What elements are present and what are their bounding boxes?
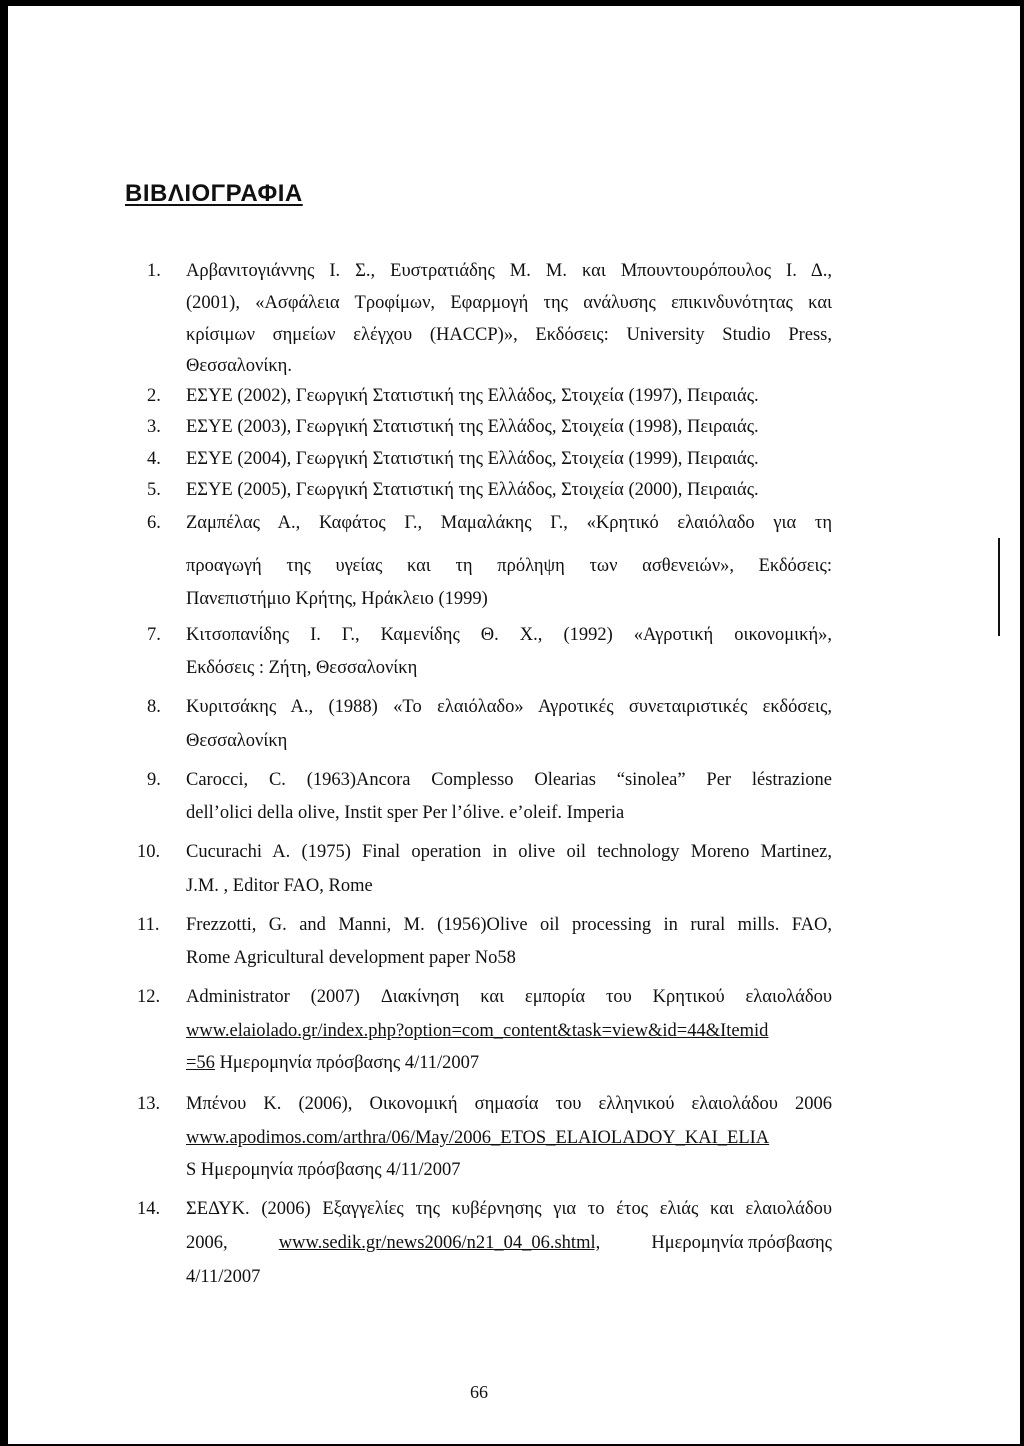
- ref-4-number: 4.: [147, 449, 161, 469]
- ref-14-line-1: ΣΕΔΥΚ. (2006) Εξαγγελίες της κυβέρνησης για το έτος ελιάς και ελαιολάδου: [186, 1199, 832, 1219]
- ref-13-url-link[interactable]: www.apodimos.com/arthra/06/May/2006_ETOS_ELAIOLADOY_KAI_ELIA: [186, 1128, 770, 1148]
- ref-3-number: 3.: [147, 417, 161, 437]
- ref-1-line-1: Αρβανιτογιάννης Ι. Σ., Ευστρατιάδης Μ. Μ. και Μπουντουρόπουλος Ι. Δ.,: [186, 261, 832, 281]
- ref-13-line-1: Μπένου Κ. (2006), Οικονομική σημασία του ελληνικού ελαιολάδου 2006: [186, 1094, 832, 1114]
- ref-12-access-date: Ημερομηνία πρόσβασης 4/11/2007: [214, 1053, 480, 1073]
- ref-6-line-2: προαγωγή της υγείας και τη πρόληψη των ασθενειών», Εκδόσεις:: [186, 556, 832, 576]
- ref-5-line-1: ΕΣΥΕ (2005), Γεωργική Στατιστική της Ελλάδος, Στοιχεία (2000), Πειραιάς.: [186, 480, 759, 500]
- ref-12-number: 12.: [137, 987, 161, 1007]
- document-page: [8, 6, 1020, 1444]
- ref-8-line-2: Θεσσαλονίκη: [186, 731, 288, 751]
- ref-6-line-1: Ζαμπέλας Α., Καφάτος Γ., Μαμαλάκης Γ., «Κρητικό ελαιόλαδο για τη: [186, 513, 832, 533]
- ref-3-line-1: ΕΣΥΕ (2003), Γεωργική Στατιστική της Ελλάδος, Στοιχεία (1998), Πειραιάς.: [186, 417, 759, 437]
- ref-7-number: 7.: [147, 625, 161, 645]
- ref-7-line-2: Εκδόσεις : Ζήτη, Θεσσαλονίκη: [186, 658, 418, 678]
- ref-14-number: 14.: [137, 1199, 161, 1219]
- ref-11-line-2: Rome Agricultural development paper No58: [186, 948, 516, 968]
- bibliography-heading: ΒΙΒΛΙΟΓΡΑΦΙΑ: [125, 180, 303, 207]
- page-number: 66: [470, 1382, 488, 1402]
- ref-13-number: 13.: [137, 1094, 161, 1114]
- ref-1-line-2: (2001), «Ασφάλεια Τροφίμων, Εφαρμογή της ανάλυσης επικινδυνότητας και: [186, 293, 832, 313]
- ref-12-url-link[interactable]: www.elaiolado.gr/index.php?option=com_content&task=view&id=44&Itemid: [186, 1021, 769, 1041]
- ref-9-line-1: Carocci, C. (1963)Ancora Complesso Olearias “sinolea” Per léstrazione: [186, 770, 832, 790]
- ref-14-line-3: 4/11/2007: [186, 1267, 261, 1287]
- ref-8-number: 8.: [147, 697, 161, 717]
- ref-10-line-2: J.M. , Editor FAO, Rome: [186, 876, 373, 896]
- ref-5-number: 5.: [147, 480, 161, 500]
- ref-14-line-2: [186, 1232, 832, 1254]
- ref-1-line-4: Θεσσαλονίκη.: [186, 356, 292, 376]
- ref-10-number: 10.: [137, 842, 161, 862]
- ref-12-url-link-cont[interactable]: =56: [186, 1053, 215, 1073]
- ref-8-line-1: Κυριτσάκης Α., (1988) «Το ελαιόλαδο» Αγροτικές συνεταιριστικές εκδόσεις,: [186, 697, 832, 717]
- ref-12-line-1: Administrator (2007) Διακίνηση και εμπορία του Κρητικού ελαιολάδου: [186, 987, 832, 1007]
- ref-13-line-3: S Ημερομηνία πρόσβασης 4/11/2007: [186, 1160, 461, 1180]
- ref-11-number: 11.: [137, 915, 160, 935]
- ref-11-line-1: Frezzotti, G. and Manni, M. (1956)Olive oil processing in rural mills. FAO,: [186, 915, 832, 935]
- ref-1-line-3: κρίσιμων σημείων ελέγχου (HACCP)», Εκδόσεις: University Studio Press,: [186, 325, 832, 345]
- ref-14-url-link[interactable]: www.sedik.gr/news2006/n21_04_06.shtml,: [278, 1233, 601, 1253]
- ref-10-line-1: Cucurachi A. (1975) Final operation in olive oil technology Moreno Martinez,: [186, 842, 832, 862]
- ref-6-number: 6.: [147, 513, 161, 533]
- ref-12-line-3: [186, 1052, 479, 1074]
- ref-2-number: 2.: [147, 386, 161, 406]
- ref-9-line-2: dell’olici della olive, Instit sper Per l’ólive. e’oleif. Imperia: [186, 803, 625, 823]
- margin-rule: [998, 538, 1000, 636]
- ref-1-number: 1.: [147, 261, 161, 281]
- ref-14-year: 2006,: [186, 1233, 228, 1253]
- ref-6-line-3: Πανεπιστήμιο Κρήτης, Ηράκλειο (1999): [186, 589, 488, 609]
- ref-2-line-1: ΕΣΥΕ (2002), Γεωργική Στατιστική της Ελλάδος, Στοιχεία (1997), Πειραιάς.: [186, 386, 759, 406]
- ref-14-access-label: Ημερομηνία πρόσβασης: [651, 1233, 832, 1253]
- ref-7-line-1: Κιτσοπανίδης Ι. Γ., Καμενίδης Θ. Χ., (1992) «Αγροτική οικονομική»,: [186, 625, 832, 645]
- ref-9-number: 9.: [147, 770, 161, 790]
- ref-4-line-1: ΕΣΥΕ (2004), Γεωργική Στατιστική της Ελλάδος, Στοιχεία (1999), Πειραιάς.: [186, 449, 759, 469]
